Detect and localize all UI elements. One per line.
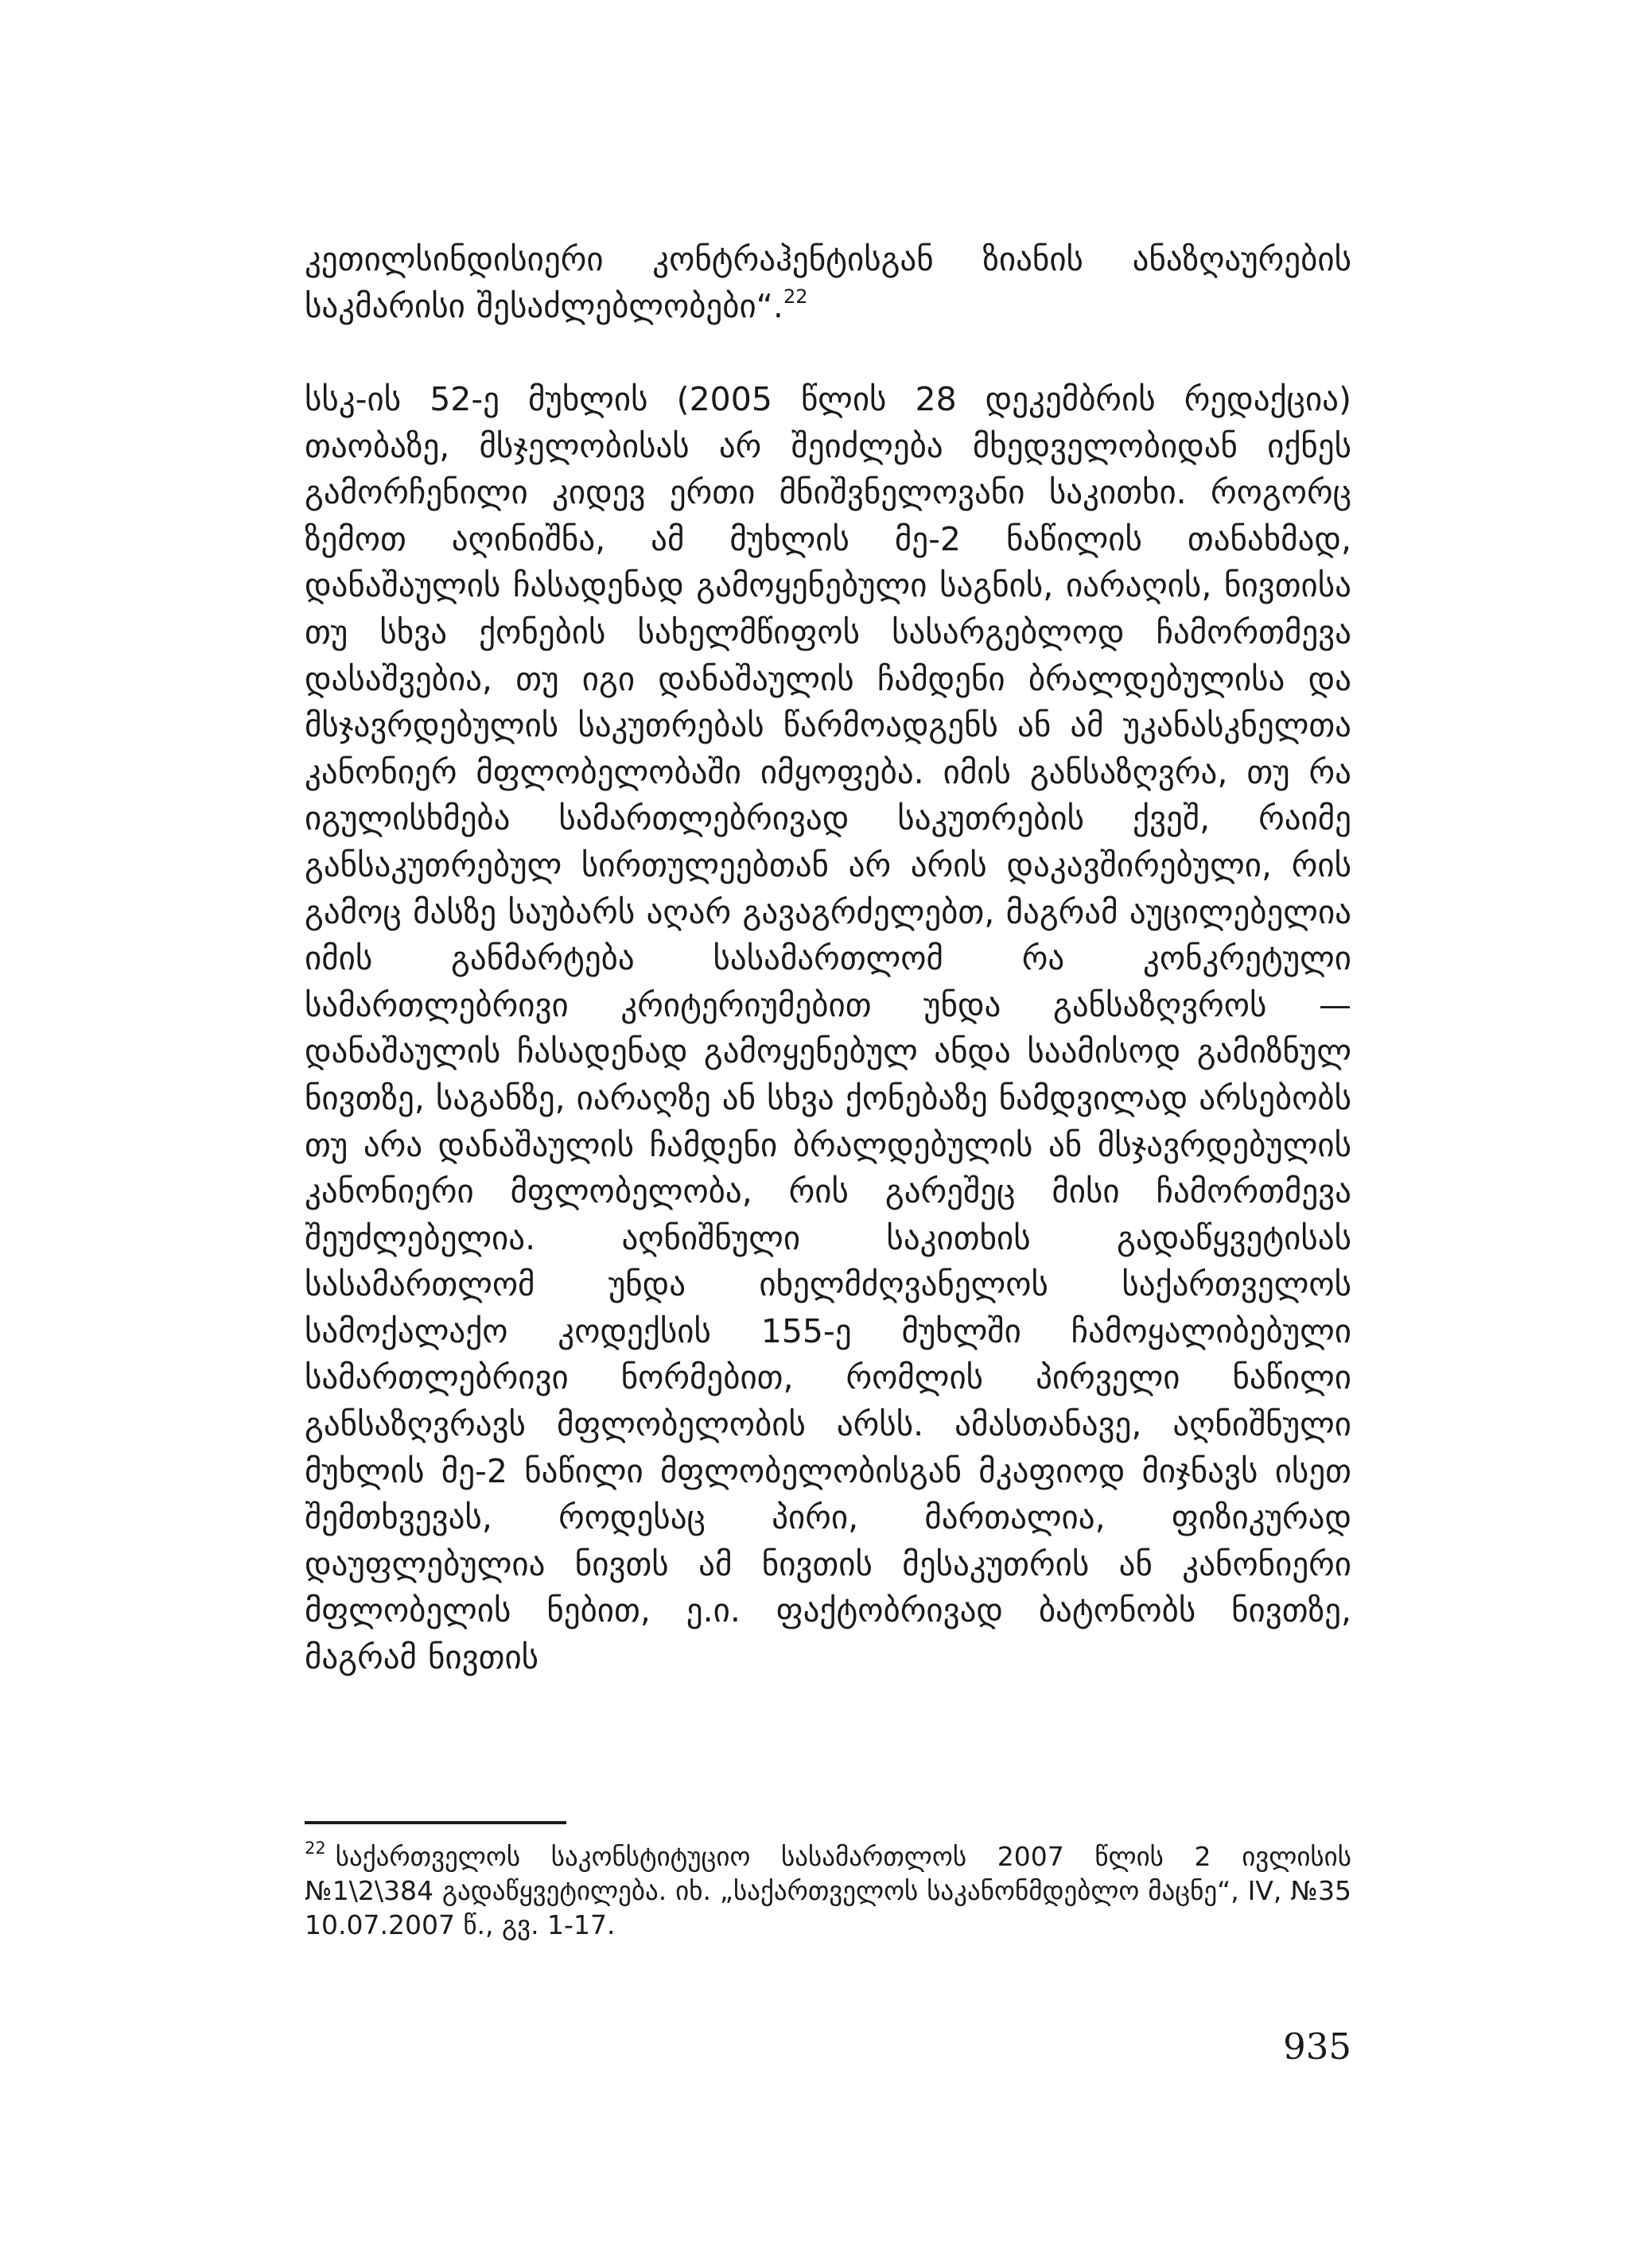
main-paragraph: სსკ-ის 52-ე მუხლის (2005 წლის 28 დეკემბრის რედაქცია) თაობაზე, მსჯელობისას არ შეიძლება მხედველობიდან იქნეს გამორჩენილი კიდევ ერთი მნიშვნელოვანი საკითხი. როგორც ზემოთ აღინიშნა, ამ მუხლის მე-2 ნაწილის თანახმად, დანაშაულის ჩასადენად გამოყენებული საგნის, იარაღის, ნივთისა თუ სხვა ქონების სახელმწიფოს სასარგებლოდ ჩამორთმევა დასაშვებია, თუ იგი დანაშაულის ჩამდენი ბრალდებულისა და მსჯავრდებულის საკუთრებას წარმოადგენს ან ამ უკანასკნელთა კანონიერ მფლობელობაში იმყოფება. იმის განსაზღვრა, თუ რა იგულისხმება სამართლებრივად საკუთრების ქვეშ, რაიმე განსაკუთრებულ სირთულეებთან არ არის დაკავშირებული, რის გამოც მასზე საუბარს აღარ გავაგრძელებთ, მაგრამ აუცილებელია იმის განმარტება სასამართლომ რა კონკრეტული სამართლებრივი კრიტერიუმებით უნდა განსაზღვროს — დანაშაულის ჩასადენად გამოყენებულ ანდა საამისოდ გამიზნულ ნივთზე, საგანზე, იარაღზე ან სხვა ქონებაზე ნამდვილად არსებობს თუ არა დანაშაულის ჩამდენი ბრალდებულის ან მსჯავრდებულის კანონიერი მფლობელობა, რის გარეშეც მისი ჩამორთმევა შეუძლებელია. აღნიშნული საკითხის გადაწყვეტისას სასამართლომ უნდა იხელმძღვანელოს საქართველოს სამოქალაქო კოდექსის 155-ე მუხლში ჩამოყალიბებული სამართლებრივი ნორმებით, რომლის პირველი ნაწილი განსაზღვრავს მფლობელობის არსს. ამასთანავე, აღნიშნული მუხლის მე-2 ნაწილი მფლობელობისგან მკაფიოდ მიჯნავს ისეთ შემთხვევას, როდესაც პირი, მართალია, ფიზიკურად დაუფლებულია ნივთს ამ ნივთის მესაკუთრის ან კანონიერი მფლობელის ნებით, ე.ი. ფაქტობრივად ბატონობს ნივთზე, მაგრამ ნივთის xyxy=(305,380,1351,1677)
page-number: 935 xyxy=(1283,2025,1351,2068)
footnote-text: საქართველოს საკონსტიტუციო სასამართლოს 2007 წლის 2 ივლისის №1\2\384 გადაწყვეტილება. იხ. „საქართველოს საკანონმდებლო მაცნე“, IV, №35 10.07.2007 წ., გვ. 1-17. xyxy=(305,1841,1351,1940)
footnote-reference[interactable]: 22 xyxy=(783,285,808,308)
footnote-number: 22 xyxy=(305,1839,326,1858)
intro-paragraph xyxy=(305,236,1351,329)
intro-text: კეთილსინდისიერი კონტრაჰენტისგან ზიანის ანაზღაურების საკმარისი შესაძლებლობები“. xyxy=(305,240,1351,325)
footnote-divider xyxy=(305,1821,566,1824)
footnote xyxy=(305,1839,1351,1942)
